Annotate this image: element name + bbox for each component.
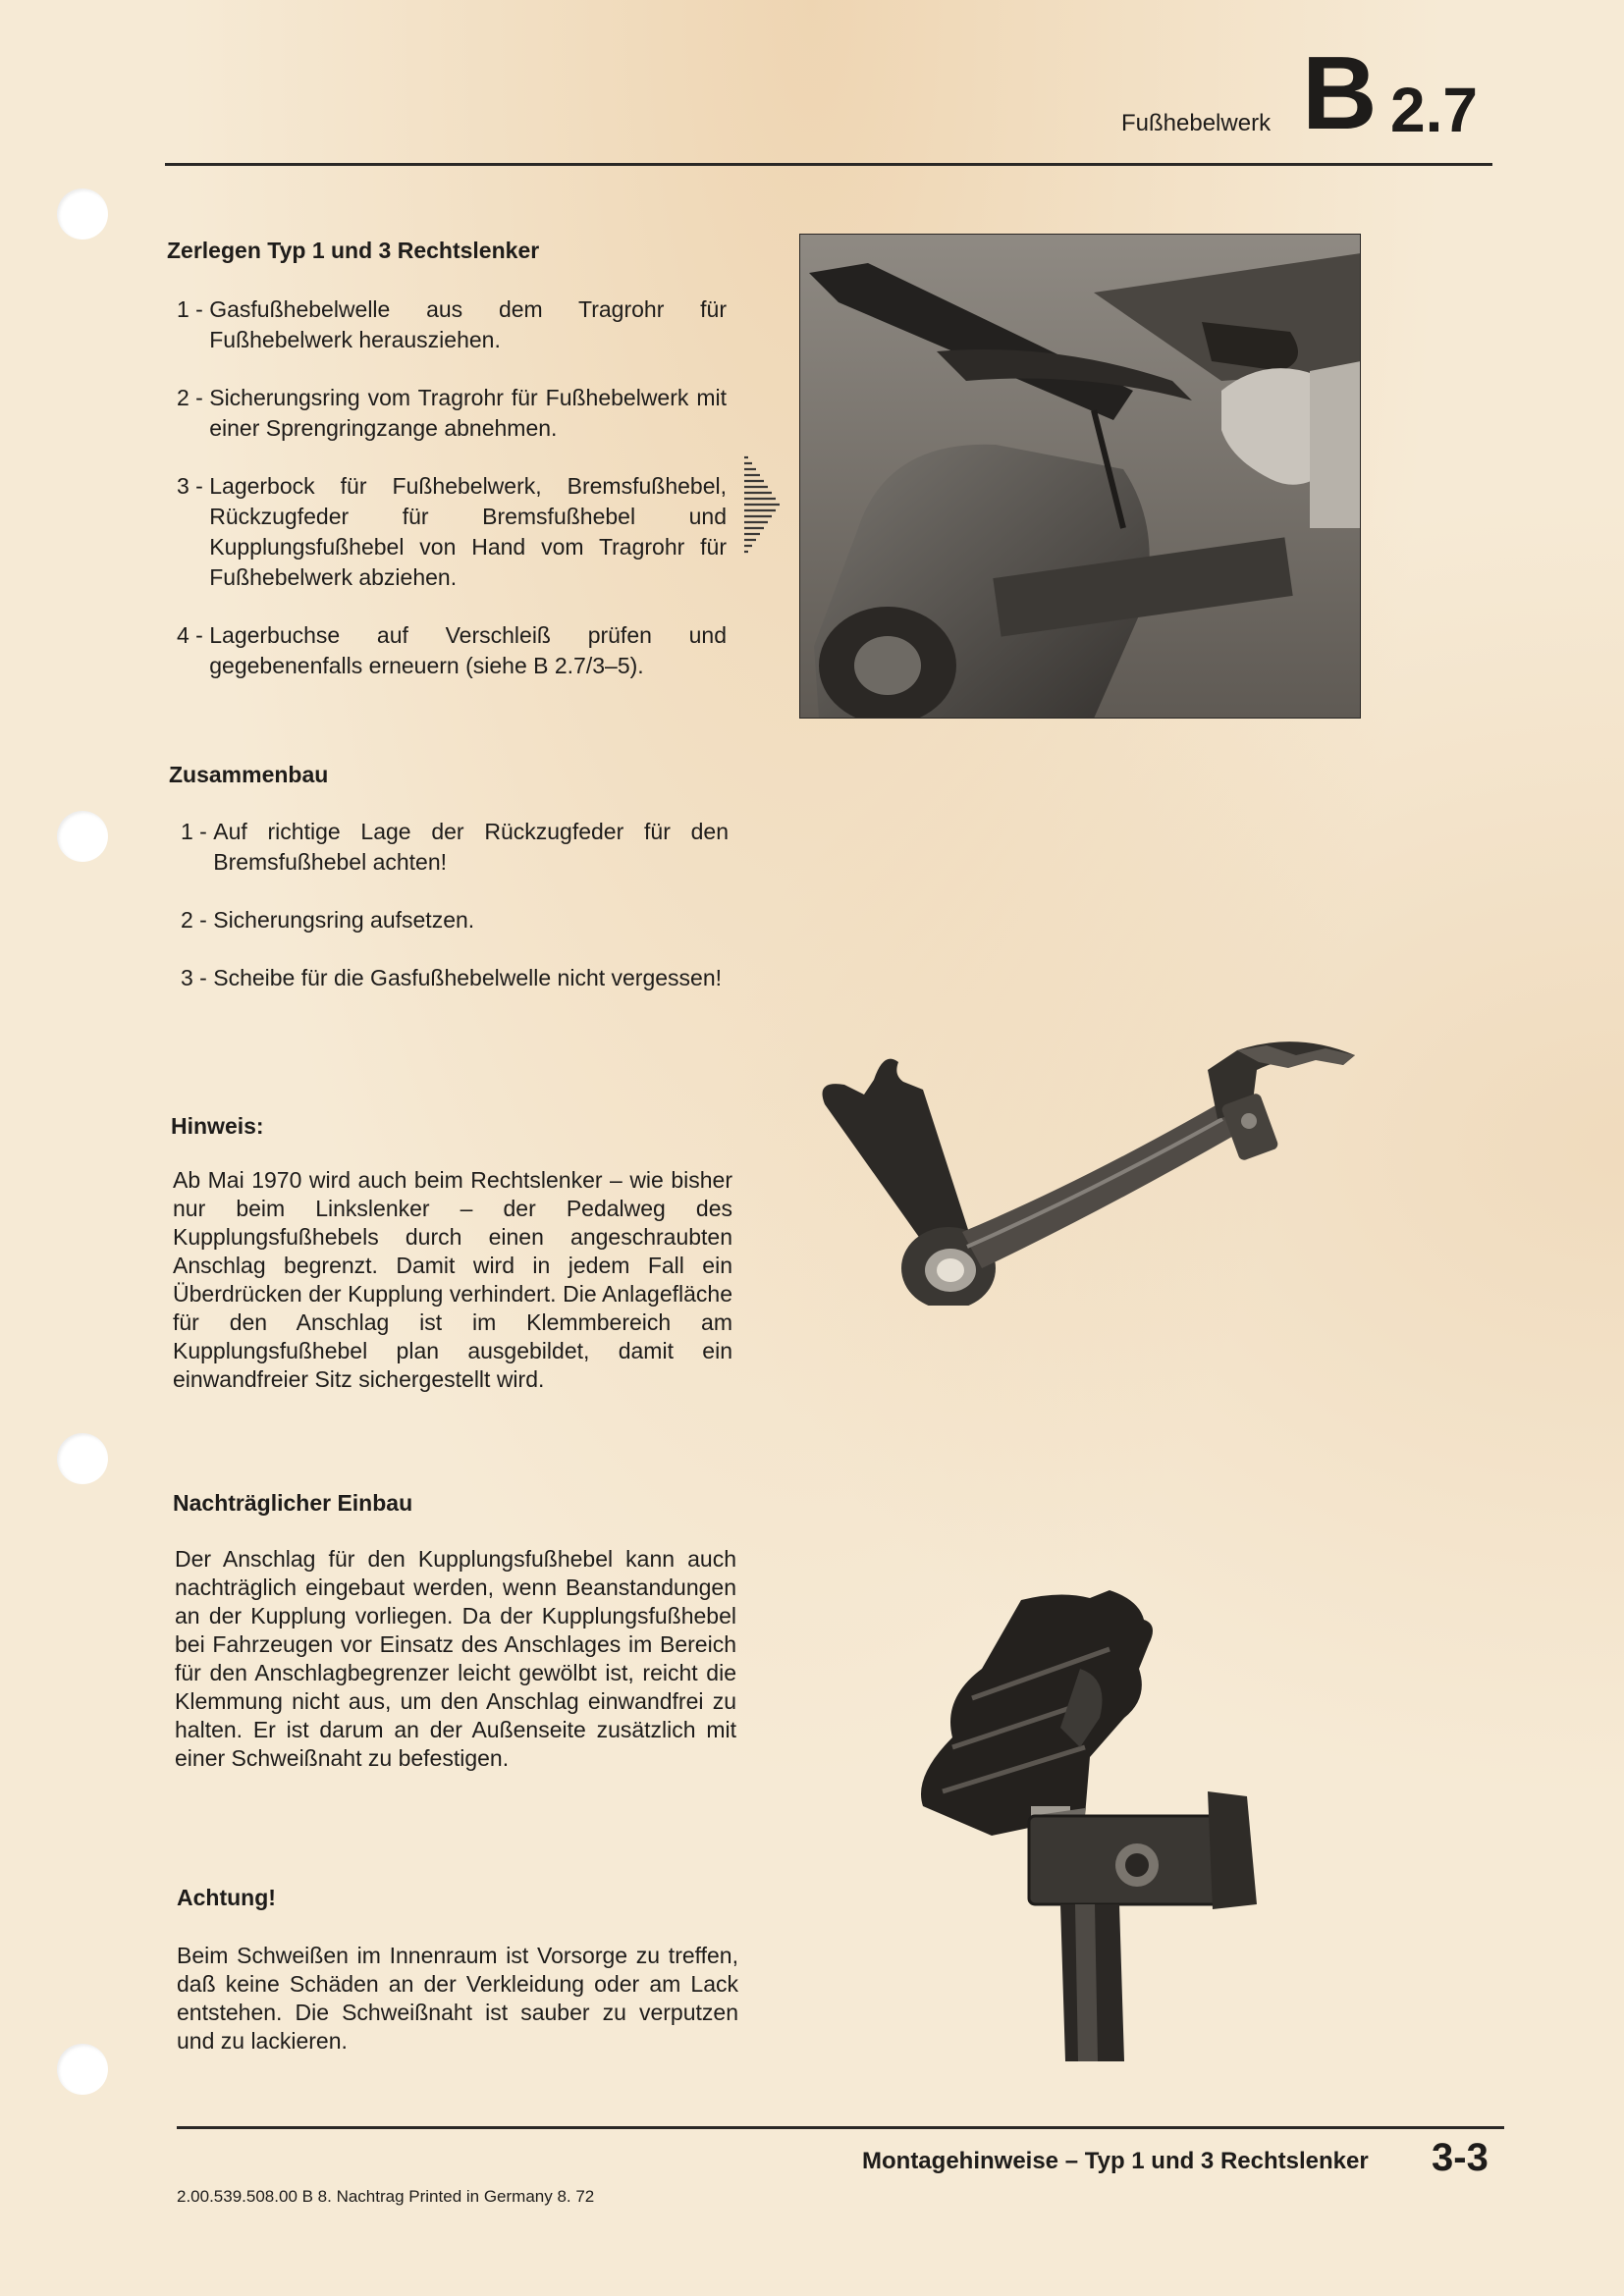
step-number: 2 - (177, 385, 210, 410)
retrofit-text: Der Anschlag für den Kupplungsfußhebel kann auch nachträglich eingebaut werden, wenn Beanstandungen an der Kupplung vorliegen. Da der Kupplungsfußhebel bei Fahrzeugen vor Einsatz des Anschlages im Bereich für den Anschlagbegrenzer leicht gewölbt ist, reicht die Klemmung nicht aus, um den Anschlag einwandfrei zu halten. Er ist darum an der Außenseite zusätzlich mit einer Schweißnaht zu befestigen. (175, 1546, 736, 1771)
step-text: Auf richtige Lage der Rückzugfeder für den Bremsfußhebel achten! (213, 819, 729, 875)
step-text: Lagerbock für Fußhebelwerk, Bremsfußhebel, Rückzugfeder für Bremsfußhebel und Kupplungsfußhebel von Hand vom Tragrohr für Fußhebelwerk abziehen. (209, 473, 727, 590)
header-title: Fußhebelwerk (1121, 110, 1272, 136)
header-rule (165, 163, 1492, 166)
step-item (177, 471, 727, 593)
note-heading: Hinweis: (171, 1113, 264, 1139)
step-text: Gasfußhebelwelle aus dem Tragrohr für Fußhebelwerk herausziehen. (209, 296, 727, 352)
header-section-number: 2.7 (1390, 75, 1478, 145)
step-item (177, 620, 727, 681)
punch-hole (57, 811, 108, 862)
header-section-letter: B (1302, 35, 1378, 151)
step-item (181, 817, 729, 878)
clutch-pedal-photo (805, 1011, 1365, 1306)
assembly-steps (181, 817, 729, 1021)
step-text: Scheibe für die Gasfußhebelwelle nicht vergessen! (213, 965, 723, 990)
pointer-arrow-icon (742, 454, 782, 558)
step-number: 3 - (177, 473, 210, 499)
footer-rule (177, 2126, 1504, 2129)
footer-page-number: 3-3 (1432, 2136, 1489, 2179)
footer-print-info: 2.00.539.508.00 B 8. Nachtrag Printed in Germany 8. 72 (177, 2187, 595, 2206)
note-text: Ab Mai 1970 wird auch beim Rechtslenker – wie bisher nur beim Linkslenker – der Pedalweg des Kupplungsfußhebels durch einen angeschraubten Anschlag begrenzt. Damit wird in jedem Fall ein Überdrücken der Kupplung verhindert. Die Anlagefläche für den Anschlag ist im Klemmbereich am Kupplungsfußhebel plan ausgebildet, damit ein einwandfreier Sitz sichergestellt wird. (173, 1167, 732, 1392)
step-item (177, 383, 727, 444)
step-number: 4 - (177, 622, 210, 648)
step-item (181, 905, 729, 935)
step-number: 1 - (177, 296, 210, 322)
warning-heading: Achtung! (177, 1885, 276, 1910)
disassembly-steps (177, 294, 727, 709)
retrofit-heading: Nachträglicher Einbau (173, 1490, 413, 1516)
pedal-assembly-photo (799, 234, 1361, 719)
step-item (181, 963, 729, 993)
assembly-heading: Zusammenbau (169, 762, 329, 787)
footer-title: Montagehinweise – Typ 1 und 3 Rechtslenker (862, 2148, 1369, 2174)
step-text: Lagerbuchse auf Verschleiß prüfen und gegebenenfalls erneuern (siehe B 2.7/3–5). (209, 622, 727, 678)
step-number: 3 - (181, 965, 214, 990)
punch-hole (57, 2044, 108, 2095)
warning-text: Beim Schweißen im Innenraum ist Vorsorge zu treffen, daß keine Schäden an der Verkleidung oder am Lack entstehen. Die Schweißnaht ist sauber zu verputzen und zu lackieren. (177, 1943, 738, 2054)
step-number: 1 - (181, 819, 214, 844)
step-item (177, 294, 727, 355)
step-text: Sicherungsring aufsetzen. (213, 907, 475, 933)
disassembly-heading: Zerlegen Typ 1 und 3 Rechtslenker (167, 238, 540, 263)
step-text: Sicherungsring vom Tragrohr für Fußhebelwerk mit einer Sprengringzange abnehmen. (209, 385, 727, 441)
punch-hole (57, 1433, 108, 1484)
punch-hole (57, 188, 108, 240)
stop-bracket-photo (913, 1580, 1276, 2061)
step-number: 2 - (181, 907, 214, 933)
